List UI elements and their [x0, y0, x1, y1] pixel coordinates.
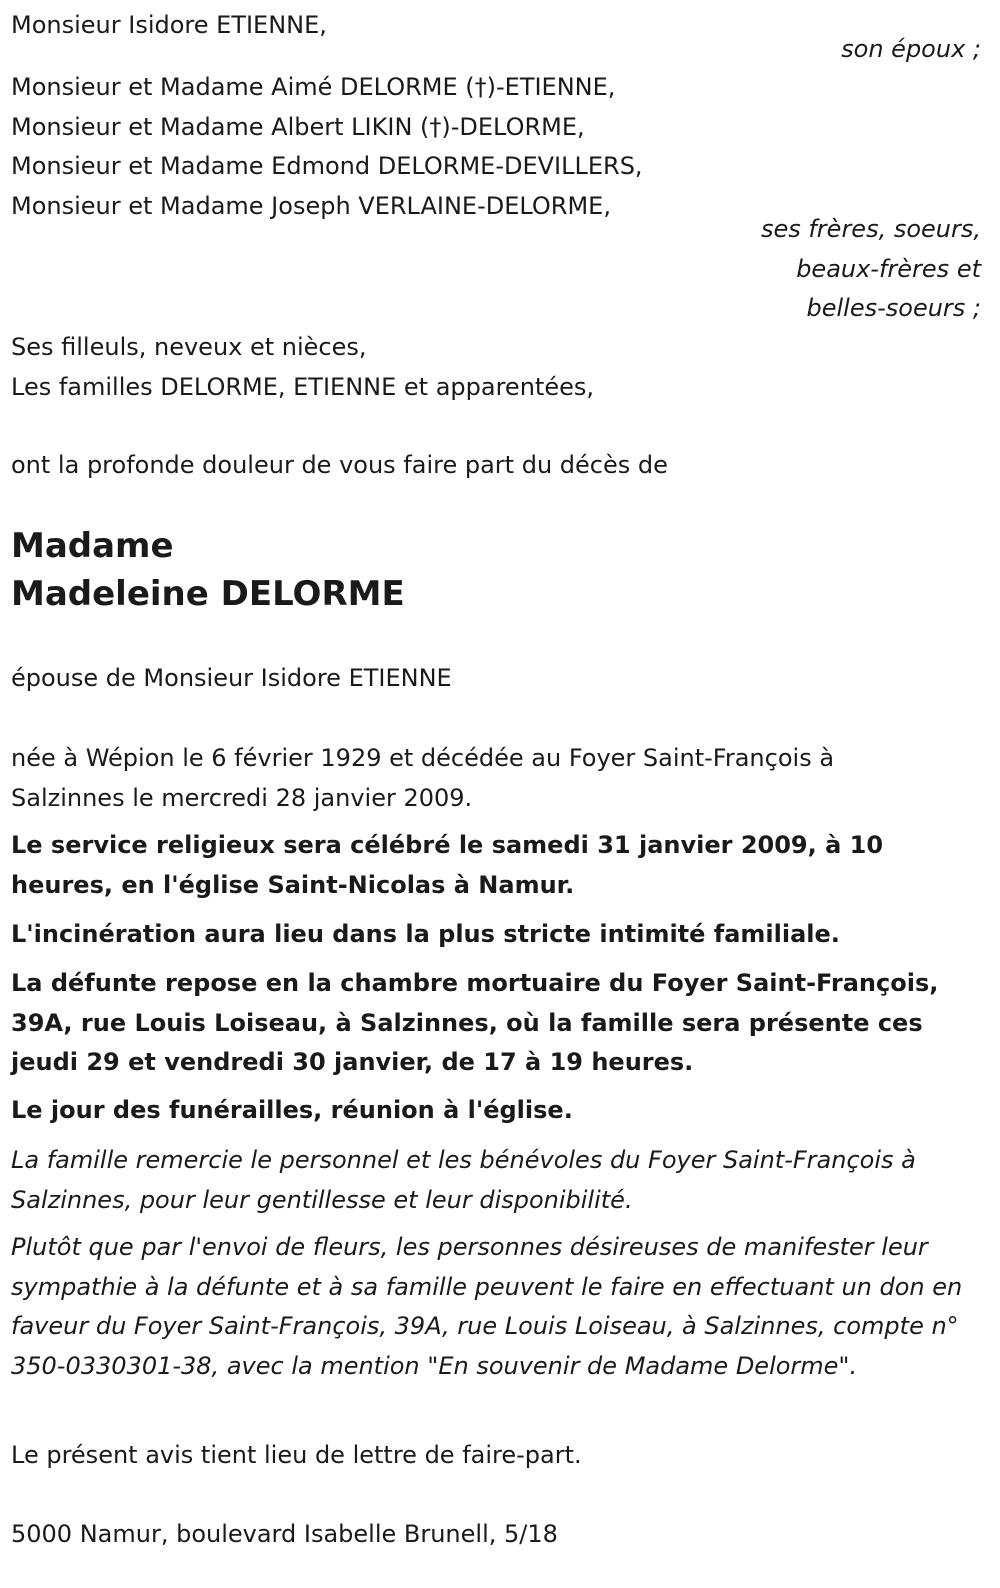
funeral-day-info: Le jour des funérailles, réunion à l'église.: [11, 1096, 573, 1124]
incineration-info: L'incinération aura lieu dans la plus stricte intimité familiale.: [11, 920, 840, 948]
relatives-line: Ses filleuls, neveux et nièces,: [11, 333, 367, 361]
notice-text: Le présent avis tient lieu de lettre de faire-part.: [11, 1441, 582, 1469]
deceased-title: Madame: [11, 526, 174, 566]
spouse-relation: son époux ;: [841, 35, 981, 63]
siblings-relation-line: ses frères, soeurs,: [760, 215, 981, 243]
relatives-line: Les familles DELORME, ETIENNE et apparentées,: [11, 372, 594, 401]
wife-of: épouse de Monsieur Isidore ETIENNE: [11, 664, 452, 692]
announcement: ont la profonde douleur de vous faire part du décès de: [11, 451, 668, 479]
donation-text: Plutôt que par l'envoi de fleurs, les personnes désireuses de manifester leur sympathie à la défunte et à sa famille peuvent le faire en effectuant un don en faveur du Foyer Saint-François, 39A, rue Louis Loiseau, à Salzinnes, compte n° 350-0330301-38, avec la mention "En souvenir de Madame Delorme".: [11, 1233, 963, 1380]
repose-info: La défunte repose en la chambre mortuaire du Foyer Saint-François, 39A, rue Louis Loiseau, à Salzinnes, où la famille sera présente ces jeudi 29 et vendredi 30 janvier, de 17 à 19 heures.: [11, 969, 939, 1076]
siblings-list: [11, 68, 981, 226]
sibling-line: Monsieur et Madame Albert LIKIN (†)-DELORME,: [11, 112, 585, 141]
service-info: Le service religieux sera célébré le samedi 31 janvier 2009, à 10 heures, en l'église Saint-Nicolas à Namur.: [11, 831, 884, 899]
thanks-text: La famille remercie le personnel et les bénévoles du Foyer Saint-François à Salzinnes, pour leur gentillesse et leur disponibilité.: [11, 1146, 916, 1214]
spouse-name: Monsieur Isidore ETIENNE,: [11, 11, 327, 39]
siblings-relation-line: beaux-frères et: [796, 254, 981, 283]
deceased-name: Madeleine DELORME: [11, 574, 405, 614]
sibling-line: Monsieur et Madame Edmond DELORME-DEVILLERS,: [11, 152, 643, 180]
deceased-name-block: [11, 522, 981, 618]
address: 5000 Namur, boulevard Isabelle Brunell, 5/18: [11, 1520, 558, 1548]
sibling-line: Monsieur et Madame Joseph VERLAINE-DELORME,: [11, 191, 611, 220]
other-relatives: [11, 328, 981, 407]
birth-death: née à Wépion le 6 février 1929 et décédée au Foyer Saint-François à Salzinnes le mercredi 28 janvier 2009.: [11, 744, 835, 812]
sibling-line: Monsieur et Madame Aimé DELORME (†)-ETIENNE,: [11, 73, 616, 101]
siblings-relation: [11, 210, 981, 329]
siblings-relation-line: belles-soeurs ;: [806, 294, 981, 322]
